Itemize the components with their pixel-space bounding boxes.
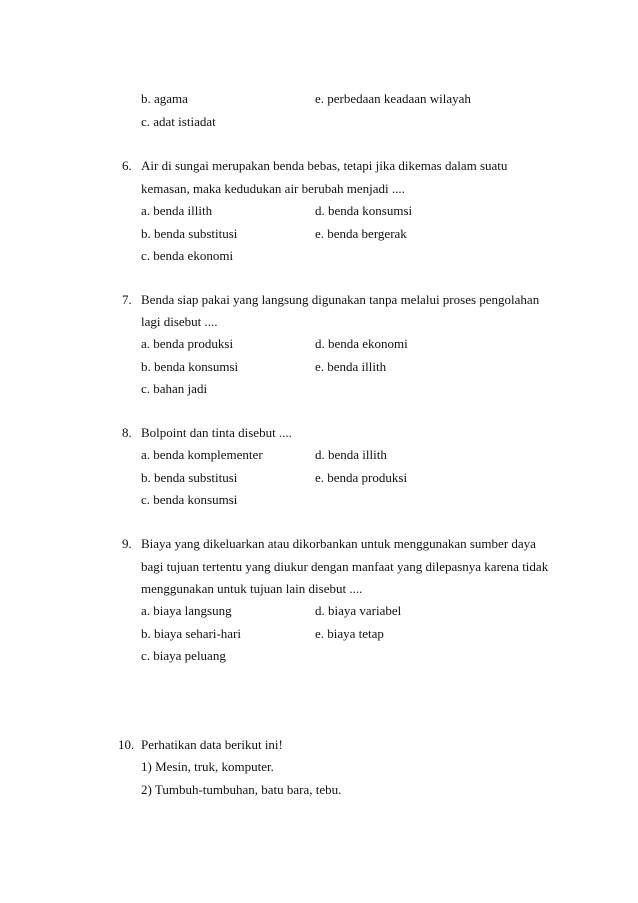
- q8-option-d: d. benda illith: [315, 447, 387, 462]
- q6-option-d: d. benda konsumsi: [315, 203, 413, 218]
- q6-option-e: e. benda bergerak: [315, 226, 407, 241]
- q6-text-line-1: Air di sungai merupakan benda bebas, tetapi jika dikemas dalam suatu: [141, 158, 508, 173]
- q7-option-b: b. benda konsumsi: [141, 359, 239, 374]
- q6-option-c: c. benda ekonomi: [141, 248, 234, 263]
- q9-option-e: e. biaya tetap: [315, 626, 384, 641]
- q10-item-2: 2) Tumbuh-tumbuhan, batu bara, tebu.: [141, 782, 342, 797]
- q8-option-a: a. benda komplementer: [141, 447, 263, 462]
- q8-option-c: c. benda konsumsi: [141, 492, 238, 507]
- q10-number: 10.: [118, 737, 135, 752]
- q9-option-a: a. biaya langsung: [141, 603, 232, 618]
- q9-number: 9.: [122, 536, 132, 551]
- q9-text-line-3: menggunakan untuk tujuan lain disebut ....: [141, 581, 363, 596]
- q9-option-b: b. biaya sehari-hari: [141, 626, 241, 641]
- q6-option-b: b. benda substitusi: [141, 226, 238, 241]
- q9-option-d: d. biaya variabel: [315, 603, 402, 618]
- q9-option-c: c. biaya peluang: [141, 648, 226, 663]
- q10-text-line-1: Perhatikan data berikut ini!: [141, 737, 283, 752]
- q6-text-line-2: kemasan, maka kedudukan air berubah menjadi ....: [141, 181, 405, 196]
- q8-text-line-1: Bolpoint dan tinta disebut ....: [141, 425, 292, 440]
- q7-option-a: a. benda produksi: [141, 336, 234, 351]
- q5-option-b: b. agama: [141, 91, 188, 106]
- q9-text-line-2: bagi tujuan tertentu yang diukur dengan manfaat yang dilepasnya karena tidak: [141, 559, 549, 574]
- q5-option-e: e. perbedaan keadaan wilayah: [315, 91, 471, 106]
- q7-text-line-2: lagi disebut ....: [141, 314, 218, 329]
- q7-number: 7.: [122, 292, 132, 307]
- q8-option-e: e. benda produksi: [315, 470, 408, 485]
- q7-option-d: d. benda ekonomi: [315, 336, 408, 351]
- q9-text-line-1: Biaya yang dikeluarkan atau dikorbankan untuk menggunakan sumber daya: [141, 536, 536, 551]
- q6-number: 6.: [122, 158, 132, 173]
- q7-text-line-1: Benda siap pakai yang langsung digunakan tanpa melalui proses pengolahan: [141, 292, 540, 307]
- q8-option-b: b. benda substitusi: [141, 470, 238, 485]
- q6-option-a: a. benda illith: [141, 203, 213, 218]
- q5-option-c: c. adat istiadat: [141, 114, 216, 129]
- q10-item-1: 1) Mesin, truk, komputer.: [141, 759, 274, 774]
- q8-number: 8.: [122, 425, 132, 440]
- q7-option-e: e. benda illith: [315, 359, 387, 374]
- q7-option-c: c. bahan jadi: [141, 381, 208, 396]
